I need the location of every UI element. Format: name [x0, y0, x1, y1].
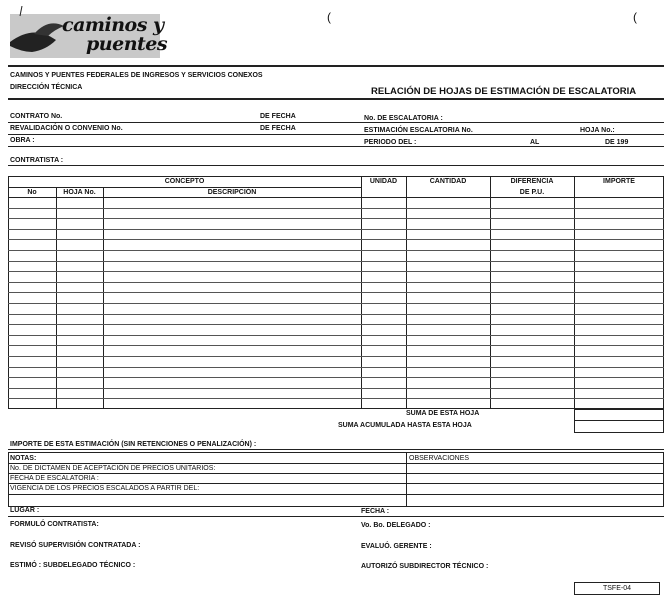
- col-de-pu: DE P.U.: [519, 189, 545, 196]
- table-row: [8, 282, 664, 283]
- de-fecha-label: DE FECHA: [260, 113, 296, 120]
- fecha-label: FECHA :: [361, 508, 390, 515]
- formulo-label: FORMULÓ CONTRATISTA:: [10, 521, 99, 528]
- table-row: [8, 292, 664, 293]
- table-row: [8, 398, 664, 399]
- table-row: [8, 345, 664, 346]
- col-hoja-no: HOJA No.: [63, 189, 96, 196]
- table-row: [8, 239, 664, 240]
- table-row: [8, 324, 664, 325]
- de-199-label: DE 199: [605, 139, 629, 146]
- suma-acum-label: SUMA ACUMULADA HASTA ESTA HOJA: [338, 422, 472, 429]
- lugar-label: LUGAR :: [10, 507, 40, 514]
- table-row: [8, 271, 664, 272]
- contratista-label: CONTRATISTA :: [10, 157, 64, 164]
- observaciones-label: OBSERVACIONES: [409, 455, 470, 462]
- evaluo-label: EVALUÓ. GERENTE :: [361, 543, 432, 550]
- col-diferencia: DIFERENCIA: [510, 178, 554, 185]
- col-importe: IMPORTE: [603, 178, 635, 185]
- table-row: [8, 303, 664, 304]
- importe-label: IMPORTE DE ESTA ESTIMACIÓN (SIN RETENCIONES O PENALIZACIÓN) :: [10, 441, 257, 448]
- suma-acum-box[interactable]: [574, 420, 664, 433]
- table-row: [8, 377, 664, 378]
- notes-box: [8, 452, 664, 507]
- table-row: [8, 335, 664, 336]
- col-cantidad: CANTIDAD: [429, 178, 467, 185]
- scan-mark: (: [633, 10, 637, 24]
- al-label: AL: [530, 139, 540, 146]
- table-row: [8, 229, 664, 230]
- revalidacion-label: REVALIDACIÓN O CONVENIO No.: [10, 125, 123, 132]
- contrato-label: CONTRATO No.: [10, 113, 63, 120]
- table-row: [8, 218, 664, 219]
- obra-label: OBRA :: [10, 137, 35, 144]
- table-row: [8, 261, 664, 262]
- dictamen-label: No. DE DICTAMEN DE ACEPTACIÓN DE PRECIOS UNITARIOS:: [10, 465, 216, 472]
- hoja-label: HOJA No.:: [580, 127, 615, 134]
- logo-line1: caminos y: [62, 14, 164, 36]
- col-no: No: [27, 189, 37, 196]
- col-descripcion: DESCRIPCIÓN: [207, 189, 257, 196]
- vigencia-label: VIGENCIA DE LOS PRECIOS ESCALADOS A PARTIR DEL:: [10, 485, 200, 492]
- table-row: [8, 250, 664, 251]
- periodo-label: PERIODO DEL :: [364, 139, 417, 146]
- scan-mark: (: [327, 10, 331, 24]
- suma-hoja-label: SUMA DE ESTA HOJA: [406, 410, 480, 417]
- table-row: [8, 208, 664, 209]
- autorizo-label: AUTORIZÓ SUBDIRECTOR TÉCNICO :: [361, 563, 489, 570]
- logo-line2: puentes: [86, 33, 168, 55]
- org-name: CAMINOS Y PUENTES FEDERALES DE INGRESOS Y SERVICIOS CONEXOS: [10, 72, 263, 79]
- table-row: [8, 314, 664, 315]
- estimo-label: ESTIMÓ : SUBDELEGADO TÉCNICO :: [10, 562, 136, 569]
- dept-name: DIRECCIÓN TÉCNICA: [10, 84, 83, 91]
- no-escalatoria-label: No. DE ESCALATORIA :: [364, 115, 443, 122]
- estimacion-label: ESTIMACIÓN ESCALATORIA No.: [364, 127, 473, 134]
- vobo-label: Vo. Bo. DELEGADO :: [361, 522, 431, 529]
- col-concepto: CONCEPTO: [164, 178, 205, 185]
- de-fecha-label: DE FECHA: [260, 125, 296, 132]
- notas-label: NOTAS:: [10, 455, 37, 462]
- reviso-label: REVISÓ SUPERVISIÓN CONTRATADA :: [10, 542, 141, 549]
- col-unidad: UNIDAD: [369, 178, 398, 185]
- page-title: RELACIÓN DE HOJAS DE ESTIMACIÓN DE ESCALATORIA: [371, 86, 637, 97]
- logo: [4, 6, 168, 60]
- table-row: [8, 388, 664, 389]
- form-code: TSFE-04: [602, 585, 631, 592]
- fecha-esc-label: FECHA DE ESCALATORIA :: [10, 475, 99, 482]
- table-row: [8, 367, 664, 368]
- table-row: [8, 356, 664, 357]
